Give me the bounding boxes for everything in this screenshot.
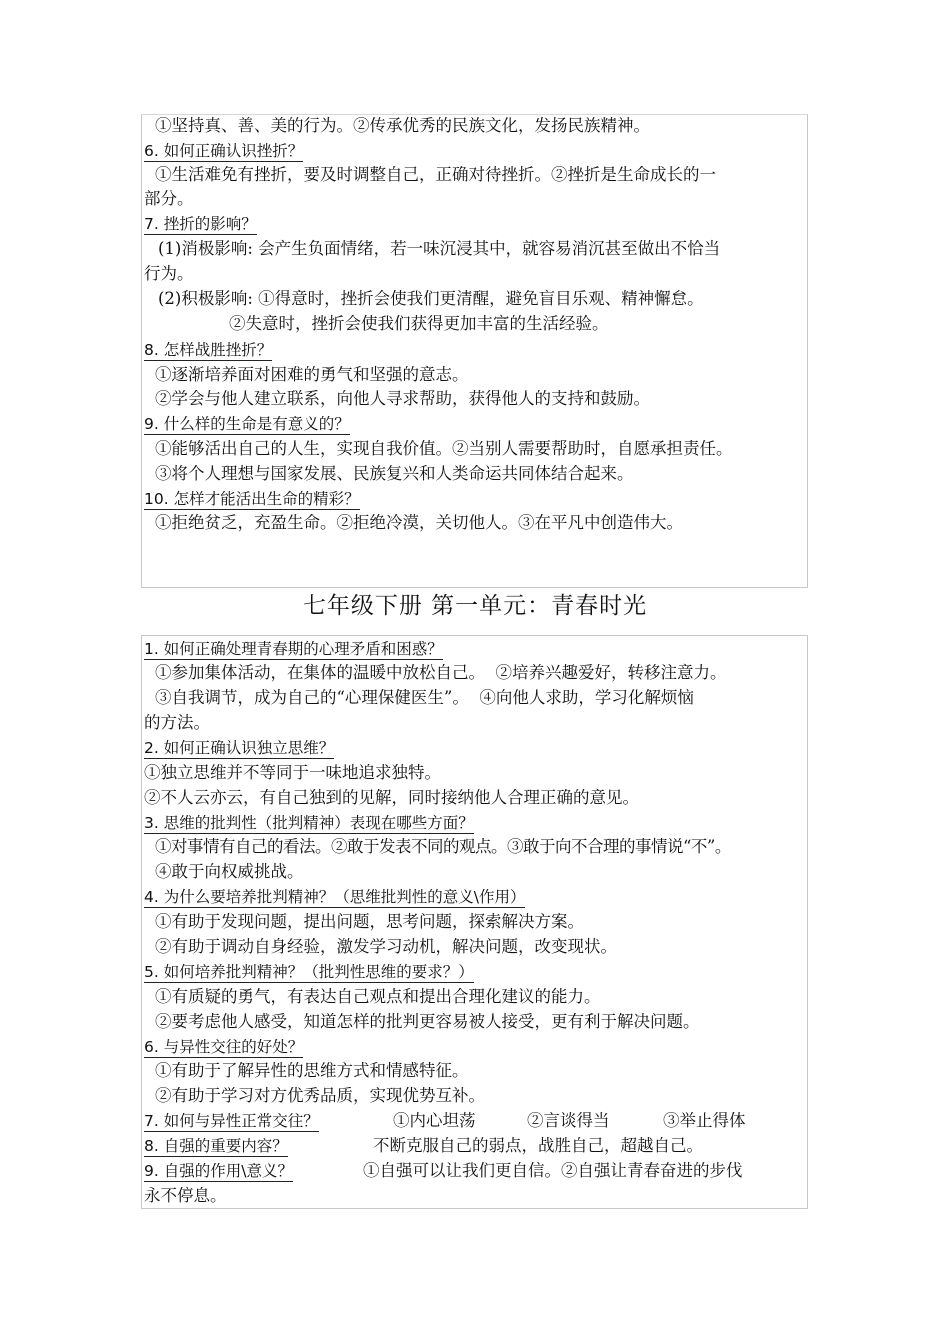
text-line: ①拒绝贫乏，充盈生命。②拒绝冷漠，关切他人。③在平凡中创造伟大。 [155, 513, 683, 532]
text-line: ②有助于调动自身经验，激发学习动机，解决问题，改变现状。 [155, 937, 617, 956]
question-heading: 4. 为什么要培养批判精神？（思维批判性的意义\作用） [144, 888, 526, 906]
text-line: ③将个人理想与国家发展、民族复兴和人类命运共同体结合起来。 [155, 464, 634, 483]
answer-item: ①内心坦荡 [393, 1111, 476, 1130]
question-heading: 9. 什么样的生命是有意义的？ [144, 415, 350, 433]
question-heading: 2. 如何正确认识独立思维？ [144, 739, 335, 757]
question-heading: 10. 怎样才能活出生命的精彩？ [144, 490, 360, 508]
text-line: 永不停息。 [144, 1186, 227, 1205]
text-line: ③自我调节，成为自己的“心理保健医生”。 ④向他人求助，学习化解烦恼 [155, 688, 694, 707]
text-line: ①逐渐培养面对困难的勇气和坚强的意志。 [155, 365, 469, 384]
answer-item: ②言谈得当 [527, 1111, 610, 1130]
answer-item: ③举止得体 [663, 1111, 746, 1130]
text-line: 的方法。 [144, 713, 210, 732]
text-line: ②失意时，挫折会使我们获得更加丰富的生活经验。 [229, 314, 609, 333]
text-line: 行为。 [144, 264, 194, 283]
question-heading: 7. 挫折的影响？ [144, 215, 257, 233]
text-line: ①自强可以让我们更自信。②自强让青春奋进的步伐 [363, 1161, 743, 1180]
text-line: ②学会与他人建立联系，向他人寻求帮助，获得他人的支持和鼓励。 [155, 389, 650, 408]
text-line: ①对事情有自己的看法。②敢于发表不同的观点。③敢于向不合理的事情说“不”。 [155, 837, 731, 856]
text-line: ①参加集体活动，在集体的温暖中放松自己。 ②培养兴趣爱好，转移注意力。 [155, 663, 727, 682]
text-line: (1)消极影响: 会产生负面情绪，若一味沉浸其中，就容易消沉甚至做出不恰当 [158, 239, 721, 258]
text-line: (2)积极影响: ①得意时，挫折会使我们更清醒，避免盲目乐观、精神懈怠。 [158, 289, 704, 308]
text-line: ①有质疑的勇气，有表达自己观点和提出合理化建议的能力。 [155, 987, 601, 1006]
question-heading: 8. 自强的重要内容？ [144, 1137, 288, 1155]
question-heading: 5. 如何培养批判精神？（批判性思维的要求？） [144, 963, 474, 981]
text-line: ②要考虑他人感受，知道怎样的批判更容易被人接受，更有利于解决问题。 [155, 1012, 700, 1031]
text-line: ④敢于向权威挑战。 [155, 862, 304, 881]
text-line: 不断克服自己的弱点，战胜自己，超越自己。 [373, 1136, 703, 1155]
text-line: 部分。 [144, 189, 194, 208]
text-line: ①生活难免有挫折，要及时调整自己，正确对待挫折。②挫折是生命成长的一 [155, 165, 716, 184]
question-heading: 3. 思维的批判性（批判精神）表现在哪些方面？ [144, 814, 474, 832]
question-heading: 6. 与异性交往的好处？ [144, 1038, 304, 1056]
text-line: ①有助于发现问题，提出问题，思考问题，探索解决方案。 [155, 912, 584, 931]
question-heading: 7. 如何与异性正常交往？ [144, 1112, 319, 1130]
question-heading: 6. 如何正确认识挫折？ [144, 142, 304, 160]
question-heading: 9. 自强的作用\意义？ [144, 1162, 293, 1180]
question-heading: 1. 如何正确处理青春期的心理矛盾和困惑？ [144, 640, 443, 658]
text-line: ①能够活出自己的人生，实现自我价值。②当别人需要帮助时，自愿承担责任。 [155, 439, 733, 458]
text-line: ①坚持真、善、美的行为。②传承优秀的民族文化，发扬民族精神。 [155, 116, 650, 135]
text-line: ②有助于学习对方优秀品质，实现优势互补。 [155, 1086, 485, 1105]
question-heading: 8. 怎样战胜挫折？ [144, 341, 273, 359]
text-line: ①独立思维并不等同于一味地追求独特。 [144, 763, 441, 782]
text-line: ②不人云亦云，有自己独到的见解，同时接纳他人合理正确的意见。 [144, 788, 639, 807]
section-title: 七年级下册 第一单元：青春时光 [302, 593, 648, 619]
text-line: ①有助于了解异性的思维方式和情感特征。 [155, 1061, 469, 1080]
